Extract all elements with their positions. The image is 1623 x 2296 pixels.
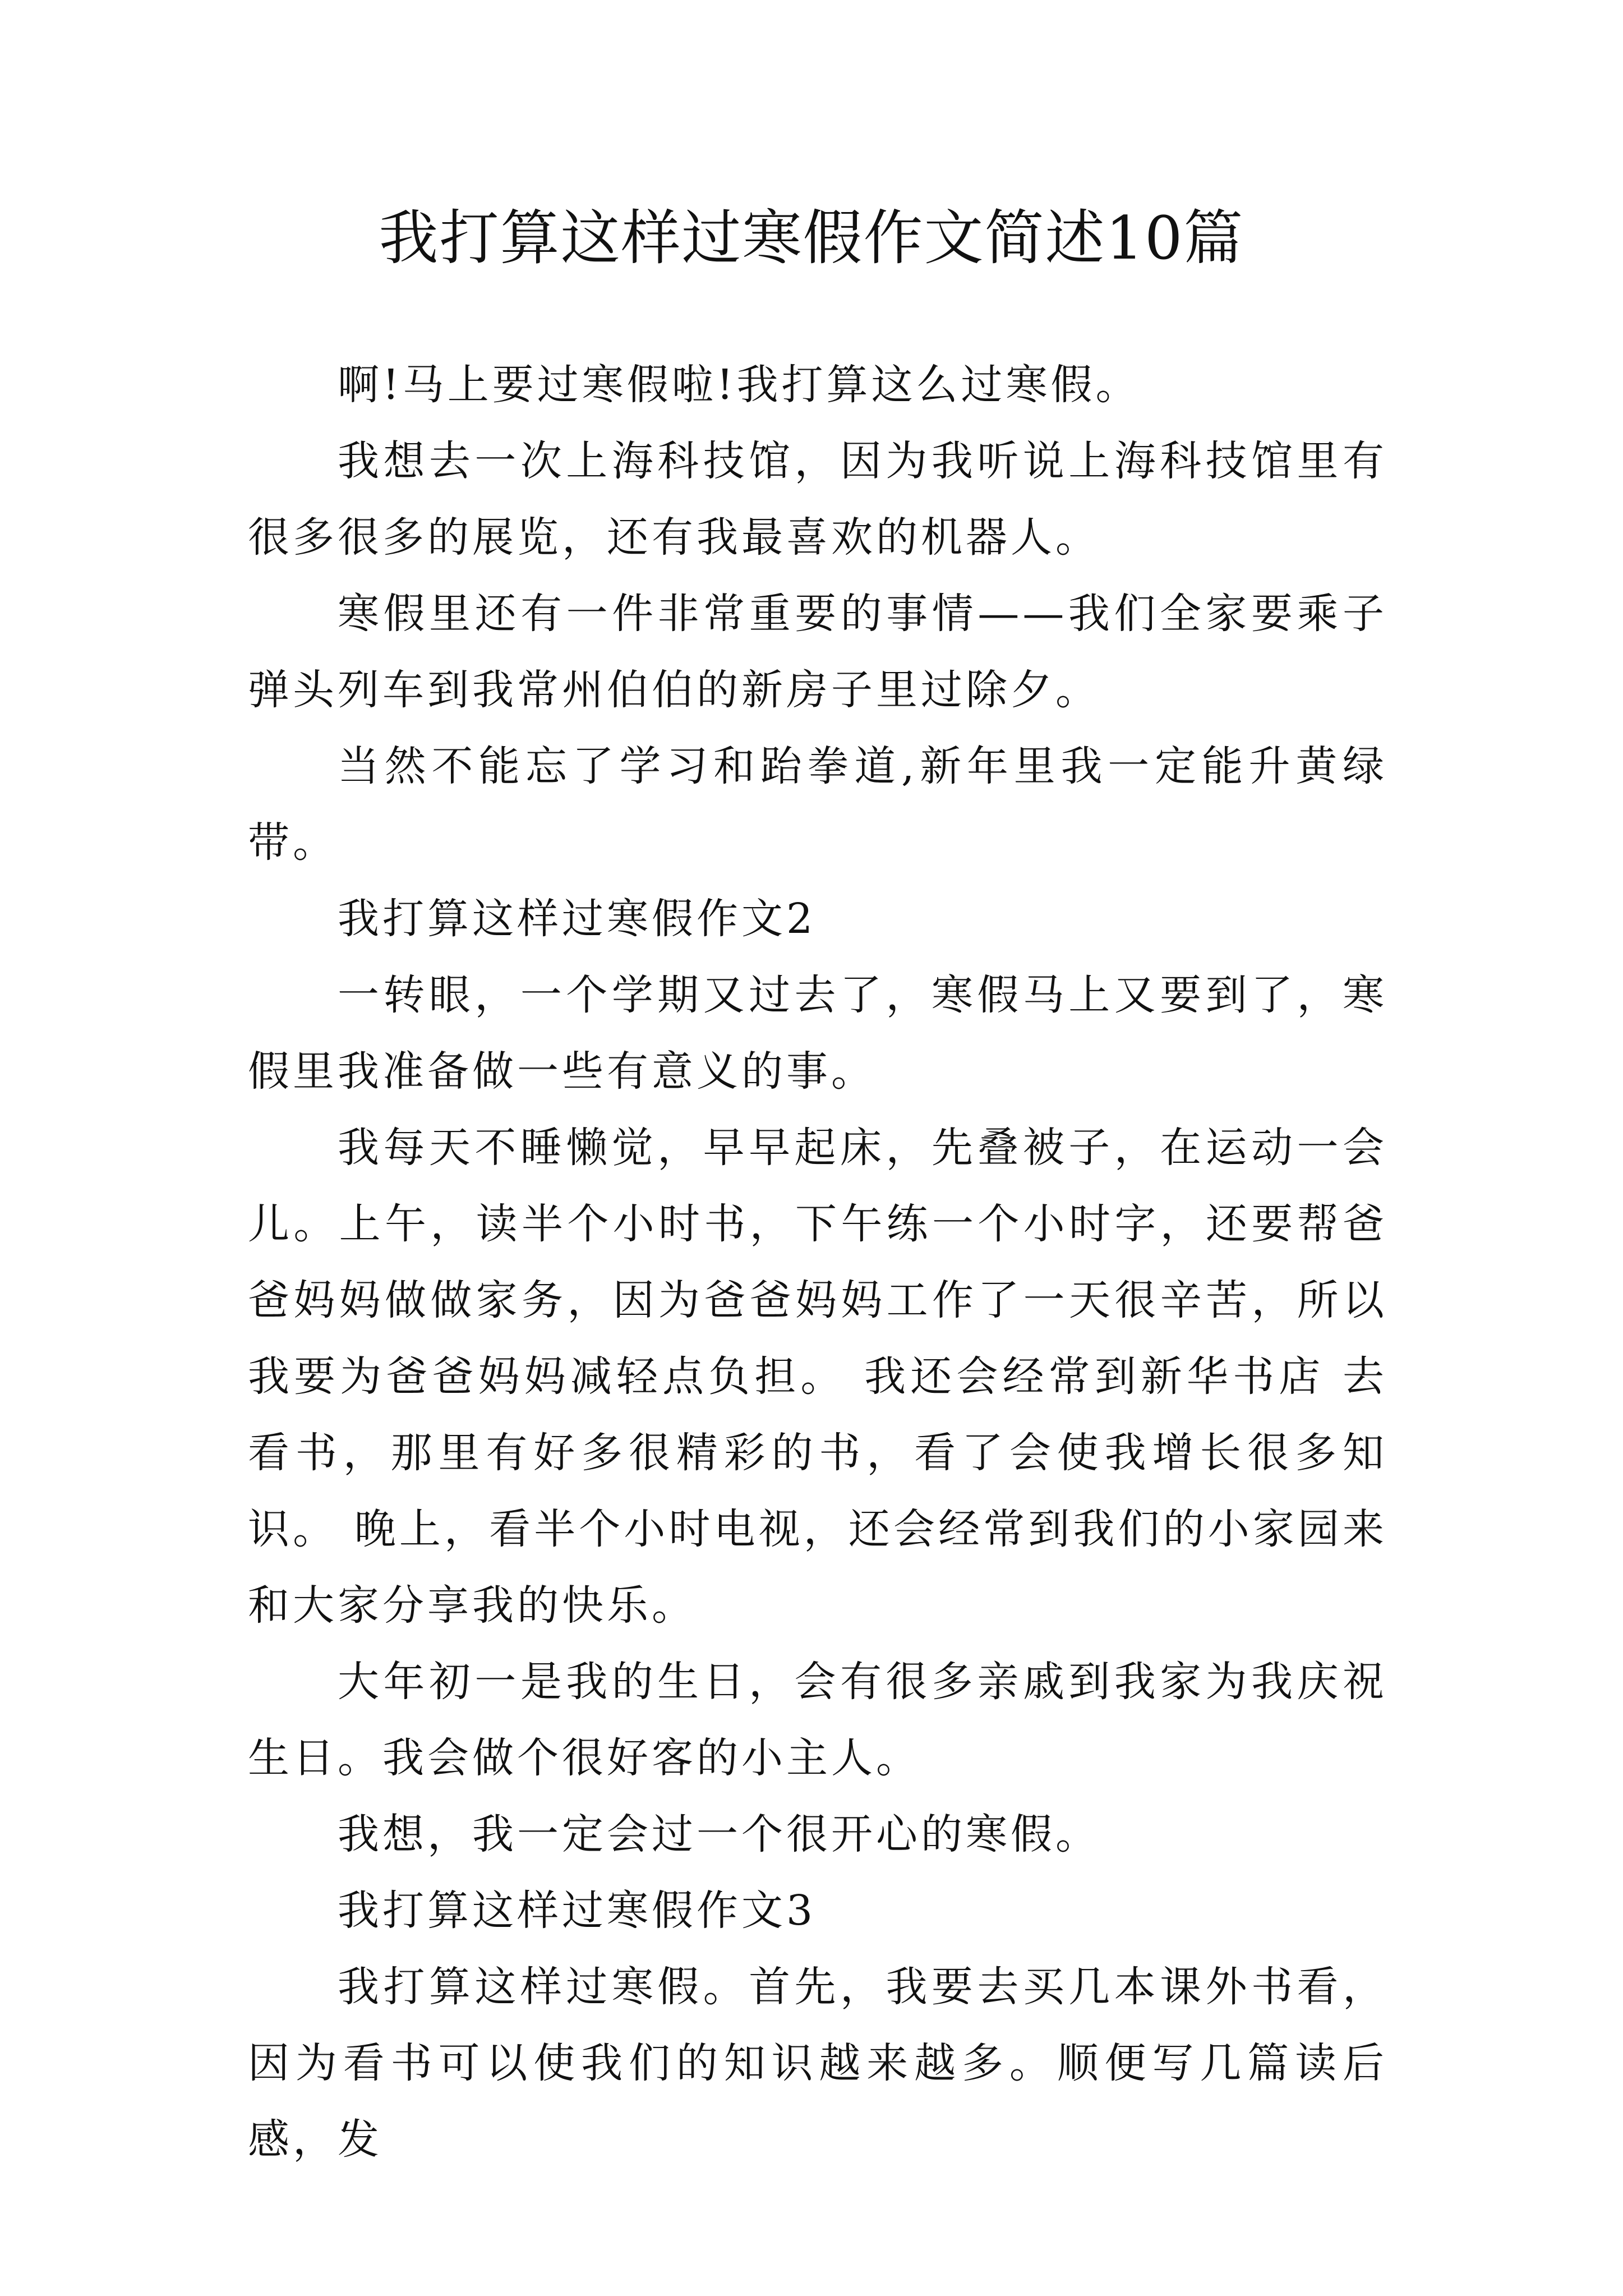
paragraph-8: 我想，我一定会过一个很开心的寒假。: [338, 1810, 1100, 1858]
document-title: 我打算这样过寒假作文简述10篇: [379, 204, 1244, 273]
paragraph-1: 啊!马上要过寒假啦!我打算这么过寒假。: [338, 361, 1141, 409]
document-body: [248, 347, 1387, 2178]
paragraph-7: 大年初一是我的生日，会有很多亲戚到我家为我庆祝生日。我会做个很好客的小主人。: [248, 1658, 1387, 1782]
paragraph-3: 寒假里还有一件非常重要的事情——我们全家要乘子弹头列车到我常州伯伯的新房子里过除夕。: [248, 590, 1387, 714]
section-heading-3: 我打算这样过寒假作文3: [338, 1887, 817, 1935]
paragraph-6: 我每天不睡懒觉，早早起床，先叠被子，在运动一会儿。上午，读半个小时书，下午练一个小时字，还要帮爸爸妈妈做做家务，因为爸爸妈妈工作了一天很辛苦，所以我要为爸爸妈妈减轻点负担。 我还会经常到新华书店 去看书，那里有好多很精彩的书，看了会使我增长很多知识。 晚上，看半个小时电视，还会经常到我们的小家园来和大家分享我的快乐。: [248, 1124, 1387, 1630]
paragraph-4: 当然不能忘了学习和跆拳道,新年里我一定能升黄绿带。: [248, 742, 1387, 867]
paragraph-5: 一转眼，一个学期又过去了，寒假马上又要到了，寒假里我准备做一些有意义的事。: [248, 971, 1387, 1096]
section-heading-2: 我打算这样过寒假作文2: [338, 895, 817, 943]
paragraph-9: 我打算这样过寒假。首先，我要去买几本课外书看，因为看书可以使我们的知识越来越多。顺便写几篇读后感，发: [248, 1963, 1387, 2164]
paragraph-2: 我想去一次上海科技馆，因为我听说上海科技馆里有很多很多的展览，还有我最喜欢的机器人。: [248, 437, 1387, 562]
